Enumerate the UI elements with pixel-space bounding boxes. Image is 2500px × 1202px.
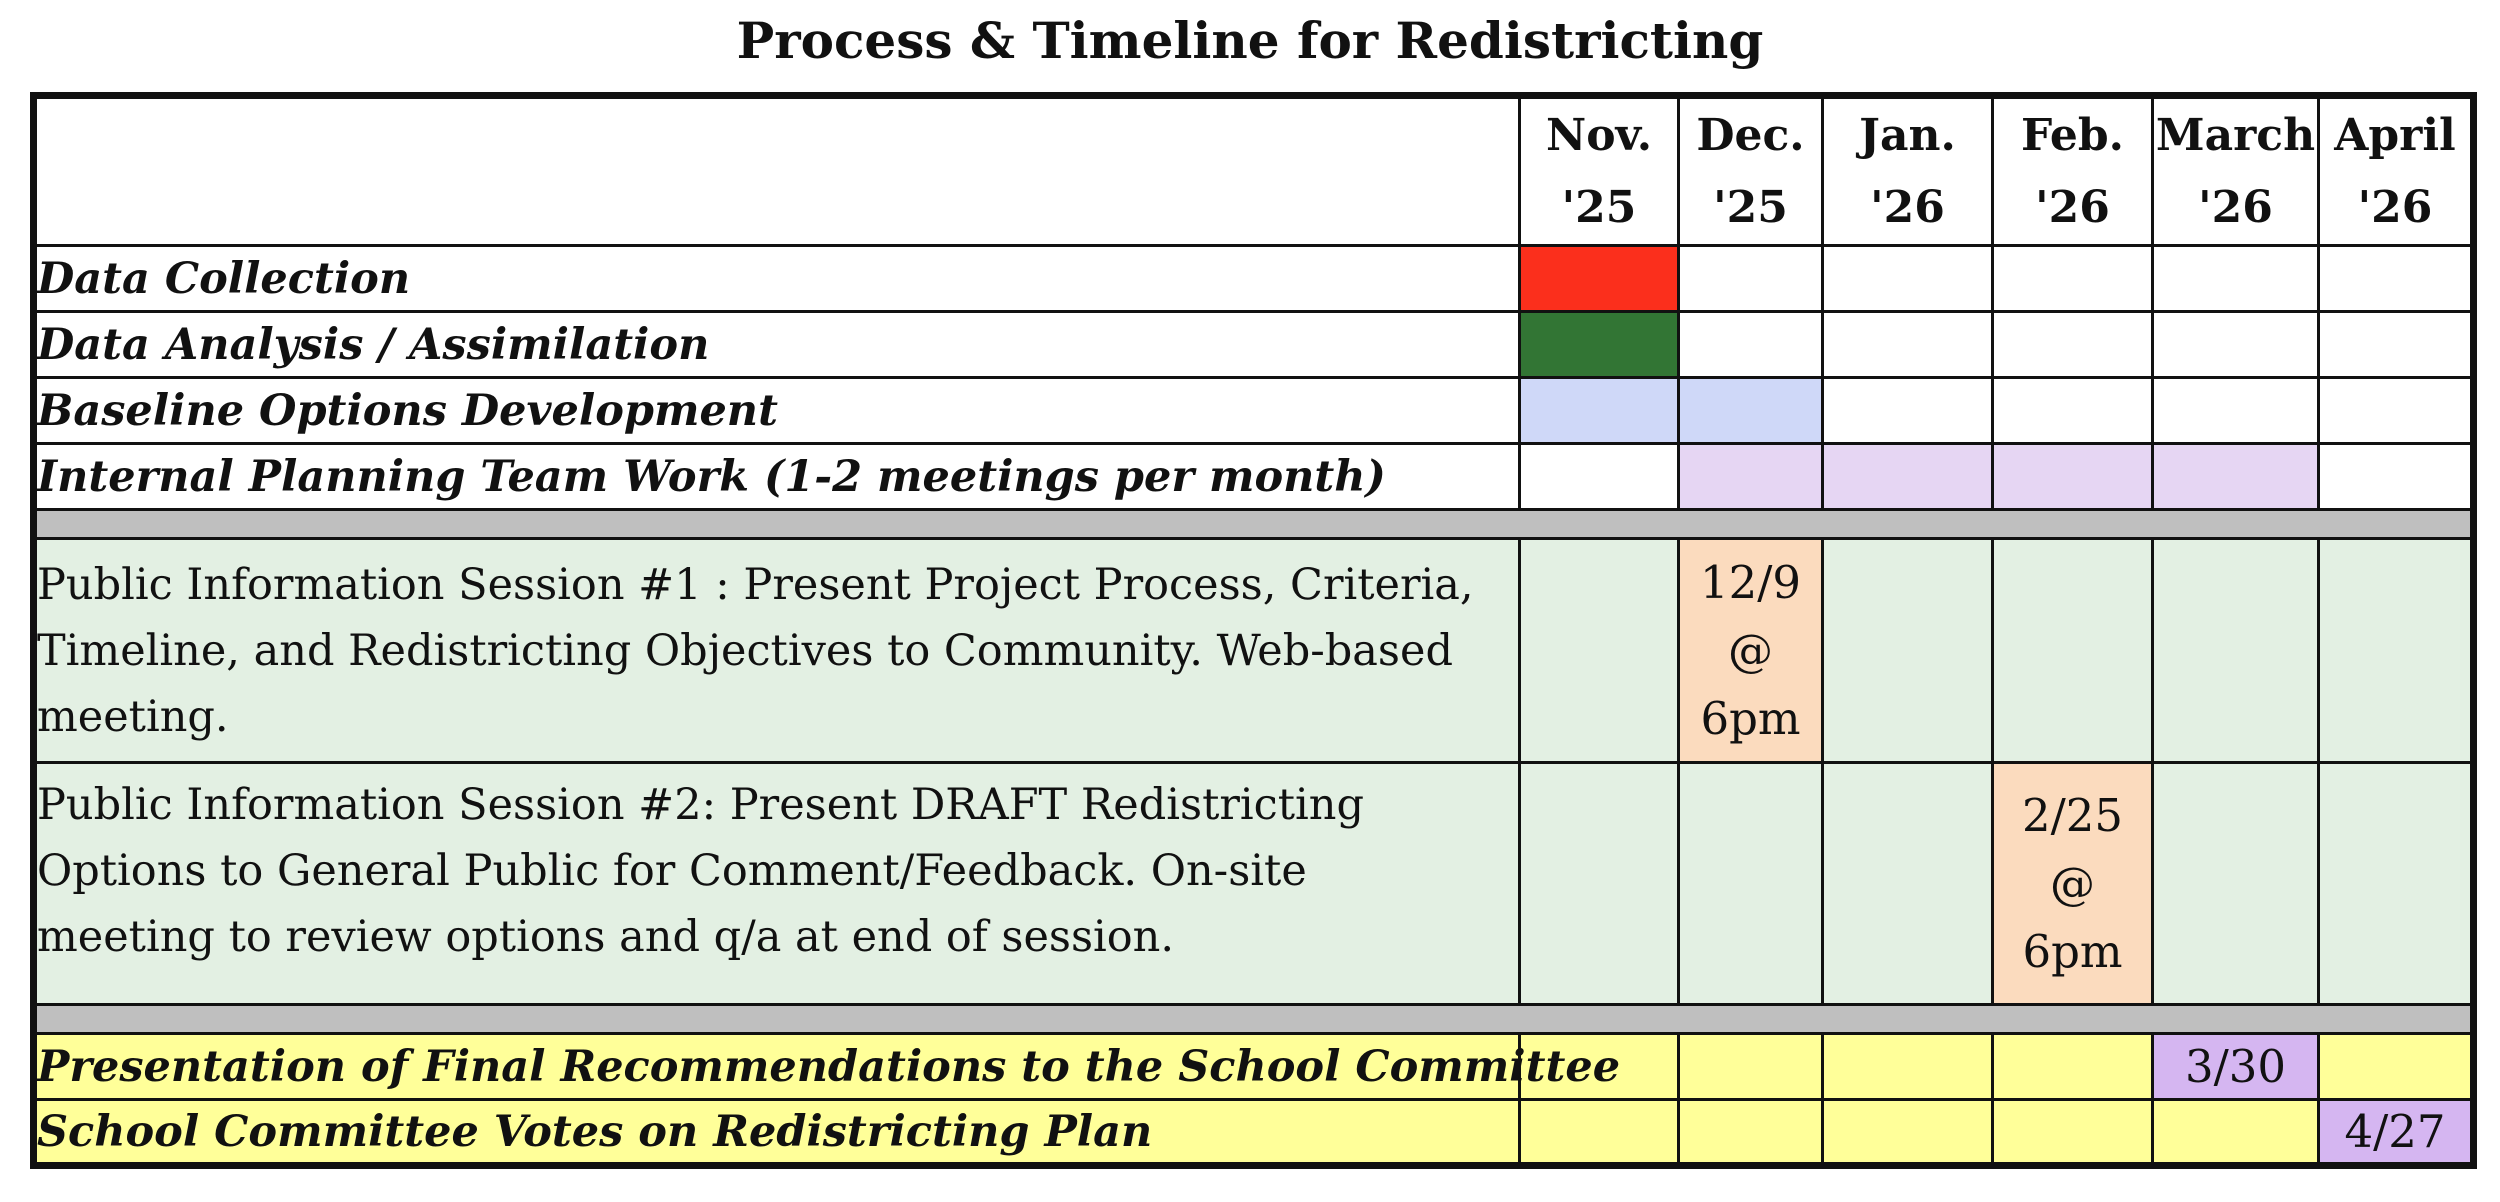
task-row-baseline-options [34,378,2474,444]
session-label-cell [34,539,1520,763]
empty-cell [1823,378,1993,444]
final-row-presentation [34,1034,2474,1100]
gantt-bar-lavender [1823,444,1993,510]
final-label-cell [34,1100,1520,1166]
task-label-cell [34,378,1520,444]
session-label: Public Information Session #1 : Present Project Process, Criteria, Timeline, and Redistricting Objectives to Community. Web-based meeting. [37,559,1474,742]
separator-cell [34,510,2474,539]
empty-cell [2319,246,2474,312]
month-header-dec: Dec. '25 [1679,96,1823,246]
separator-row [34,510,2474,539]
separator-row [34,1005,2474,1034]
empty-cell [1520,539,1679,763]
empty-cell [2319,378,2474,444]
empty-cell [2319,312,2474,378]
session-at: @ [2050,856,2095,910]
empty-cell [1520,444,1679,510]
gantt-bar-red [1520,246,1679,312]
month-header-april: April '26 [2319,96,2474,246]
session-time: 6pm [1700,691,1801,745]
empty-cell [1993,1034,2153,1100]
empty-cell [1823,312,1993,378]
final-date-cell [2319,1100,2474,1166]
month-header-march: March '26 [2153,96,2319,246]
final-label: Presentation of Final Recommendations to the School Committee [37,1041,1621,1092]
gantt-bar-light-blue [1520,378,1679,444]
timeline-table [30,92,2477,1169]
task-label: Internal Planning Team Work (1-2 meetings per month) [37,451,1386,502]
month-header-nov: Nov. '25 [1520,96,1679,246]
empty-cell [2319,539,2474,763]
empty-cell [2153,539,2319,763]
empty-cell [1679,1034,1823,1100]
gantt-bar-lavender [1679,444,1823,510]
session-date-cell [1993,763,2153,1005]
empty-cell [1993,312,2153,378]
session-label: Public Information Session #2: Present DRAFT Redistricting Options to General Public for Comment/Feedback. On-site meeting to review options and q/a at end of session. [37,780,1364,962]
empty-cell [1993,378,2153,444]
session-date: 2/25 [2021,788,2124,842]
session-row-1 [34,539,2474,763]
empty-cell [2319,444,2474,510]
header-row [34,96,2474,246]
month-header-feb: Feb. '26 [1993,96,2153,246]
empty-cell [1993,1100,2153,1166]
final-date: 3/30 [2184,1040,2287,1093]
page-title: Process & Timeline for Redistricting [736,11,1764,70]
session-date: 12/9 [1699,555,1802,609]
empty-cell [2319,763,2474,1005]
task-row-data-analysis [34,312,2474,378]
separator-cell [34,1005,2474,1034]
empty-cell [1823,1034,1993,1100]
session-date-cell [1679,539,1823,763]
empty-cell [1823,1100,1993,1166]
empty-cell [1679,1100,1823,1166]
session-at: @ [1728,623,1773,677]
final-row-vote [34,1100,2474,1166]
header-blank-cell [34,96,1520,246]
empty-cell [1823,246,1993,312]
task-label-cell [34,312,1520,378]
empty-cell [1823,539,1993,763]
task-label: Data Analysis / Assimilation [37,319,710,370]
empty-cell [1679,763,1823,1005]
final-date: 4/27 [2344,1105,2446,1158]
empty-cell [2153,312,2319,378]
empty-cell [1520,1100,1679,1166]
task-row-data-collection [34,246,2474,312]
gantt-bar-lavender [1993,444,2153,510]
final-date-cell [2153,1034,2319,1100]
session-time: 6pm [2022,924,2123,978]
empty-cell [1993,246,2153,312]
empty-cell [2319,1034,2474,1100]
task-label-cell [34,444,1520,510]
empty-cell [1823,763,1993,1005]
session-row-2 [34,763,2474,1005]
task-label: Data Collection [37,253,411,304]
gantt-bar-dark-green [1520,312,1679,378]
final-label: School Committee Votes on Redistricting Plan [37,1106,1153,1157]
empty-cell [2153,246,2319,312]
empty-cell [1679,246,1823,312]
gantt-bar-light-blue [1679,378,1823,444]
empty-cell [2153,1100,2319,1166]
empty-cell [1679,312,1823,378]
empty-cell [1993,539,2153,763]
task-label: Baseline Options Development [37,385,778,436]
final-label-cell [34,1034,1621,1100]
task-label-cell [34,246,1520,312]
empty-cell [1520,763,1679,1005]
task-row-internal-planning [34,444,2474,510]
session-label-cell [34,763,1520,1005]
empty-cell [2153,763,2319,1005]
month-header-jan: Jan. '26 [1823,96,1993,246]
gantt-bar-lavender [2153,444,2319,510]
empty-cell [2153,378,2319,444]
